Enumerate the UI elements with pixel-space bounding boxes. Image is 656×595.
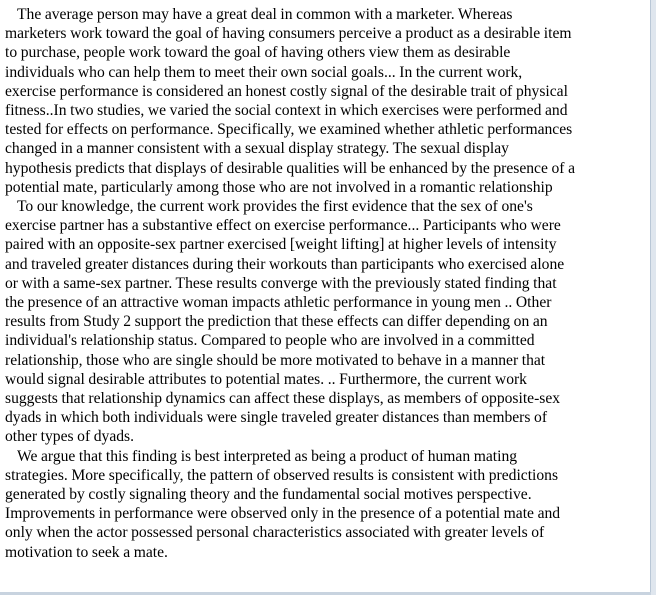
text-line: to purchase, people work toward the goal of having others view them as desirable: [5, 44, 511, 62]
text-line: To our knowledge, the current work provides the first evidence that the sex of one's: [17, 198, 533, 216]
text-line: other types of dyads.: [5, 428, 135, 446]
text-line: fitness..In two studies, we varied the social context in which exercises were performed and: [5, 102, 568, 120]
text-line: would signal desirable attributes to potential mates. .. Furthermore, the current work: [5, 370, 527, 388]
text-line: results from Study 2 support the prediction that these effects can differ depending on an: [5, 313, 548, 331]
text-line: exercise partner has a substantive effect on exercise performance... Participants who were: [5, 217, 561, 235]
text-line: or with a same-sex partner. These results converge with the previously stated finding that: [5, 274, 557, 292]
text-line: the presence of an attractive woman impacts athletic performance in young men .. Other: [5, 294, 552, 312]
text-line: exercise performance is considered an honest costly signal of the desirable trait of physical: [5, 82, 568, 100]
paragraph-1: [5, 5, 650, 197]
text-line: changed in a manner consistent with a sexual display strategy. The sexual display: [5, 140, 509, 158]
text-line: individuals who can help them to meet their own social goals... In the current work,: [5, 63, 523, 81]
text-line: marketers work toward the goal of having consumers perceive a product as a desirable item: [5, 25, 572, 43]
text-line: potential mate, particularly among those who are not involved in a romantic relationship: [5, 178, 553, 196]
text-line: generated by costly signaling theory and the fundamental social motives perspective.: [5, 486, 532, 504]
text-line: suggests that relationship dynamics can affect these displays, as members of opposite-sex: [5, 390, 561, 408]
text-line: dyads in which both individuals were single traveled greater distances than members of: [5, 409, 548, 427]
text-line: and traveled greater distances during their workouts than participants who exercised alone: [5, 255, 565, 273]
paragraph-3: [5, 447, 650, 562]
text-line: tested for effects on performance. Specifically, we examined whether athletic performances: [5, 121, 573, 139]
text-line: Improvements in performance were observed only in the presence of a potential mate and: [5, 505, 561, 523]
text-line: individual's relationship status. Compared to people who are involved in a committed: [5, 332, 535, 350]
paragraph-2: [5, 197, 650, 447]
text-line: relationship, those who are single should be more motivated to behave in a manner that: [5, 351, 546, 369]
text-line: The average person may have a great deal in common with a marketer. Whereas: [17, 6, 513, 23]
text-line: paired with an opposite-sex partner exercised [weight lifting] at higher levels of intensity: [5, 236, 557, 254]
text-line: We argue that this finding is best interpreted as being a product of human mating: [17, 447, 518, 465]
text-line: strategies. More specifically, the pattern of observed results is consistent with predictions: [5, 466, 559, 484]
text-line: hypothesis predicts that displays of desirable qualities will be enhanced by the presence of a: [5, 159, 575, 177]
window-right-edge: [650, 0, 656, 595]
text-line: only when the actor possessed personal characteristics associated with greater levels of: [5, 524, 545, 542]
text-line: motivation to seek a mate.: [5, 543, 168, 561]
